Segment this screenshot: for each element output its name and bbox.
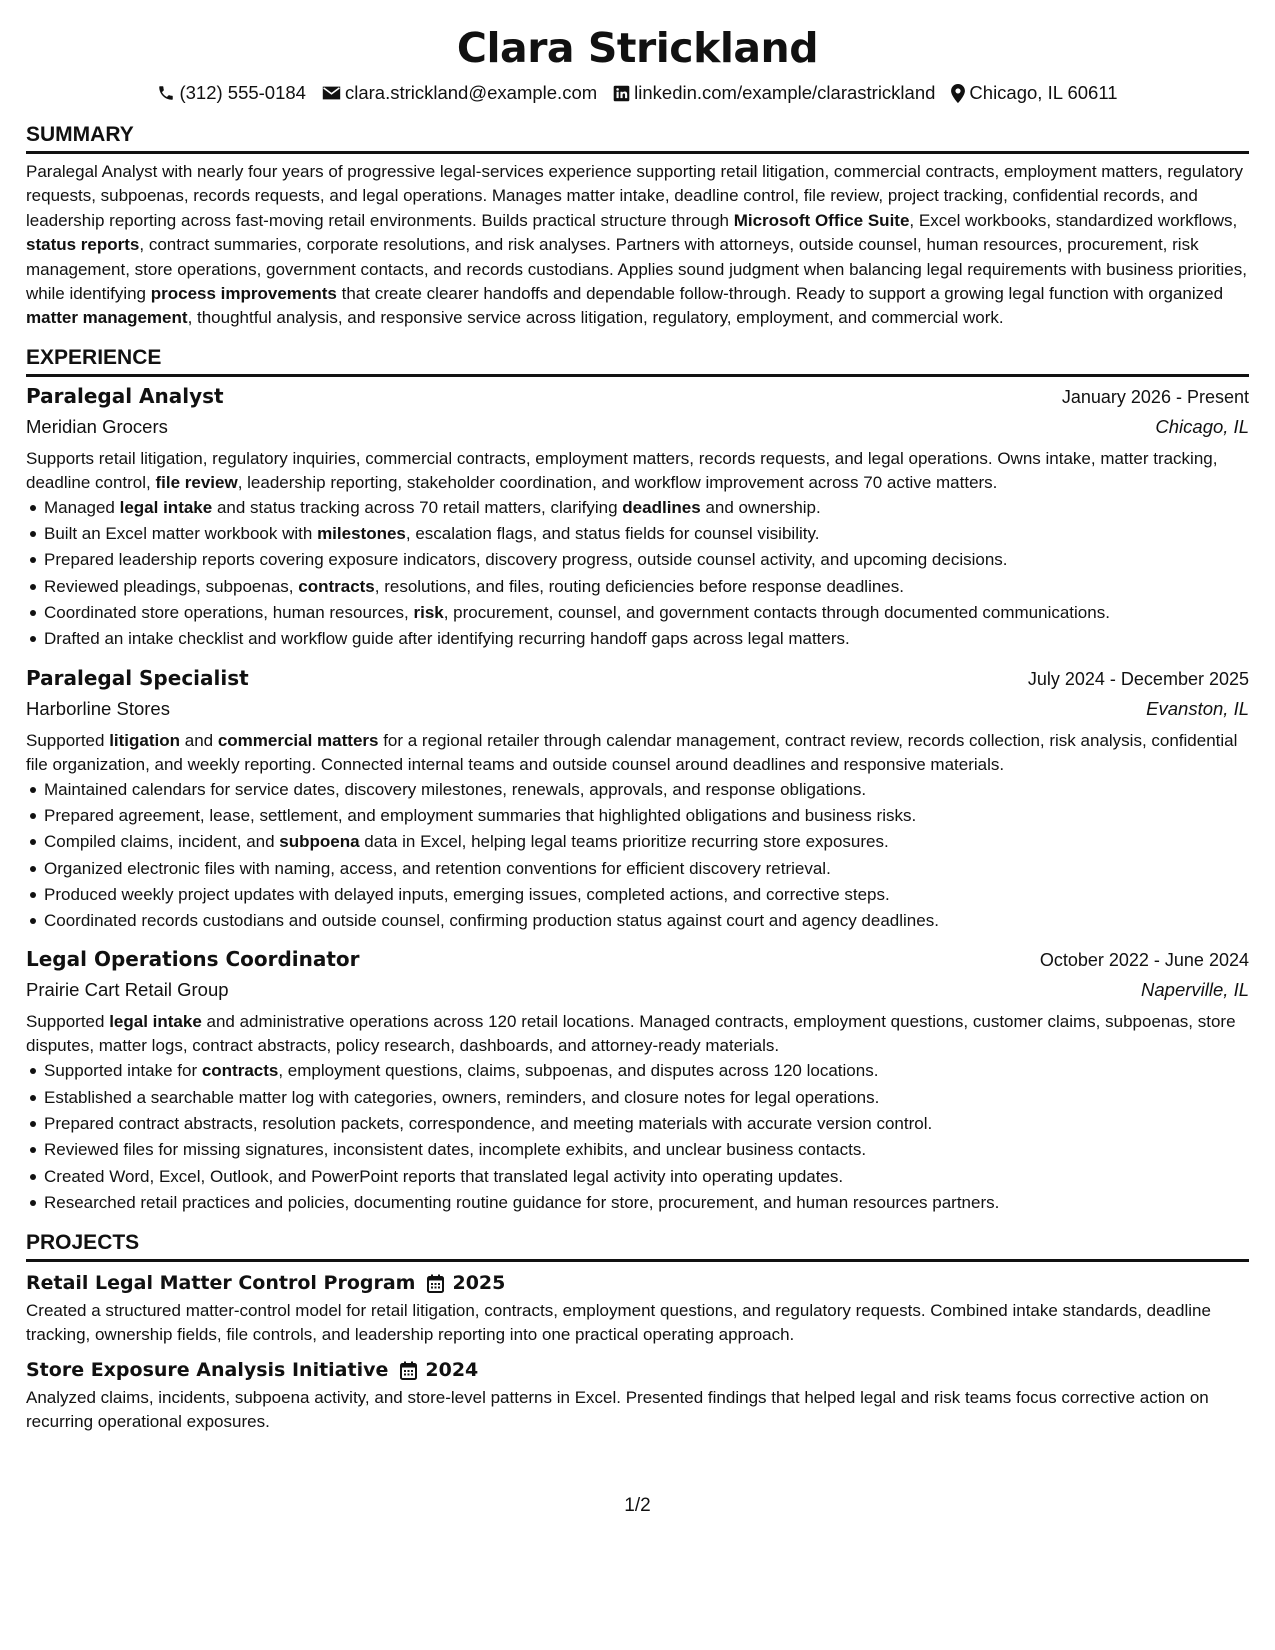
emphasis-text: legal intake <box>119 497 213 517</box>
job-company: Meridian Grocers <box>26 415 168 437</box>
emphasis-text: commercial matters <box>217 730 379 750</box>
bullet-item: Reviewed pleadings, subpoenas, contracts, resolutions, and files, routing deficiencies before response deadlines. <box>44 574 1249 600</box>
emphasis-text: subpoena <box>279 832 360 852</box>
location-text: Chicago, IL 60611 <box>969 82 1118 103</box>
calendar-icon <box>400 1361 417 1380</box>
project-entry <box>26 1355 1249 1434</box>
linkedin-text: linkedin.com/example/clarastrickland <box>634 82 936 103</box>
bullet-item: Supported intake for contracts, employment questions, claims, subpoenas, and disputes across 120 locations. <box>44 1058 1249 1084</box>
project-description: Analyzed claims, incidents, subpoena activity, and store-level patterns in Excel. Presented findings that helped legal and risk teams focus corrective action on recurring operational exposures. <box>26 1388 1209 1432</box>
phone-text: (312) 555-0184 <box>179 82 306 103</box>
bullet-item: Prepared agreement, lease, settlement, and employment summaries that highlighted obligations and business risks. <box>44 803 1249 829</box>
project-date <box>400 1355 478 1385</box>
job-title: Legal Operations Coordinator <box>26 947 360 972</box>
bullet-item: Prepared contract abstracts, resolution packets, correspondence, and meeting materials with accurate version control. <box>44 1111 1249 1137</box>
job-bullets <box>26 495 1249 653</box>
bullet-item: Compiled claims, incident, and subpoena data in Excel, helping legal teams prioritize recurring store exposures. <box>44 829 1249 855</box>
contact-linkedin[interactable] <box>613 80 935 106</box>
job-entry <box>26 944 1249 1216</box>
bullet-item: Organized electronic files with naming, access, and retention conventions for efficient discovery retrieval. <box>44 856 1249 882</box>
emphasis-text: contracts <box>201 1061 279 1081</box>
experience-heading: EXPERIENCE <box>26 345 1249 377</box>
bullet-item: Coordinated store operations, human resources, risk, procurement, counsel, and government contacts through documented communications. <box>44 600 1249 626</box>
envelope-icon <box>322 85 341 101</box>
phone-icon <box>157 84 175 102</box>
project-title: Retail Legal Matter Control Program <box>26 1272 416 1295</box>
linkedin-icon <box>613 85 630 102</box>
emphasis-text: Microsoft Office Suite <box>733 210 910 230</box>
job-dates: July 2024 - December 2025 <box>1027 668 1249 689</box>
candidate-name: Clara Strickland <box>456 24 819 72</box>
bullet-item: Created Word, Excel, Outlook, and PowerPoint reports that translated legal activity into operating updates. <box>44 1164 1249 1190</box>
emphasis-text: risk <box>413 603 444 623</box>
bullet-item: Reviewed files for missing signatures, inconsistent dates, incomplete exhibits, and unclear business contacts. <box>44 1137 1249 1163</box>
job-title: Paralegal Specialist <box>26 665 249 690</box>
project-title: Store Exposure Analysis Initiative <box>26 1359 389 1382</box>
emphasis-text: legal intake <box>109 1012 202 1032</box>
summary-heading: SUMMARY <box>26 122 1249 154</box>
emphasis-text: deadlines <box>622 497 701 517</box>
bullet-item: Produced weekly project updates with delayed inputs, emerging issues, completed actions, and corrective steps. <box>44 882 1249 908</box>
bullet-item: Established a searchable matter log with categories, owners, reminders, and closure notes for legal operations. <box>44 1085 1249 1111</box>
bullet-item: Researched retail practices and policies, documenting routine guidance for store, procurement, and human resources partners. <box>44 1190 1249 1216</box>
project-entry <box>26 1268 1249 1347</box>
job-entry <box>26 663 1249 935</box>
emphasis-text: contracts <box>298 576 375 596</box>
job-location: Evanston, IL <box>1146 697 1249 719</box>
page-number: 1/2 <box>624 1495 651 1516</box>
job-description: Supports retail litigation, regulatory inquiries, commercial contracts, employment matters, records requests, and legal operations. Owns intake, matter tracking, deadline control, file review, leadership reporting, stakeholder coordination, and workflow improvement across 70 active matters. <box>26 448 1218 492</box>
calendar-icon <box>427 1274 444 1293</box>
emphasis-text: status reports <box>26 235 140 255</box>
projects-heading: PROJECTS <box>26 1230 1249 1262</box>
bullet-item: Drafted an intake checklist and workflow guide after identifying recurring handoff gaps across legal matters. <box>44 626 1249 652</box>
emphasis-text: file review <box>155 472 238 492</box>
emphasis-text: milestones <box>317 524 406 544</box>
experience-section <box>26 345 1249 1216</box>
emphasis-text: process improvements <box>150 284 337 304</box>
job-company: Prairie Cart Retail Group <box>26 979 229 1001</box>
project-year: 2025 <box>452 1272 506 1295</box>
job-company: Harborline Stores <box>26 697 170 719</box>
emphasis-text: litigation <box>109 730 181 750</box>
job-dates: October 2022 - June 2024 <box>1039 950 1249 971</box>
contact-phone[interactable] <box>157 80 306 106</box>
contact-bar <box>26 80 1249 106</box>
projects-section <box>26 1230 1249 1434</box>
job-dates: January 2026 - Present <box>1061 386 1249 407</box>
job-bullets <box>26 777 1249 935</box>
job-bullets <box>26 1058 1249 1216</box>
job-description: Supported litigation and commercial matters for a regional retailer through calendar management, contract review, records collection, risk analysis, confidential file organization, and weekly reporting. Connected internal teams and outside counsel around deadlines and responsive materials. <box>26 730 1238 774</box>
contact-email[interactable] <box>322 80 597 106</box>
job-title: Paralegal Analyst <box>26 383 224 408</box>
project-date <box>427 1268 505 1298</box>
bullet-item: Maintained calendars for service dates, discovery milestones, renewals, approvals, and response obligations. <box>44 777 1249 803</box>
bullet-item: Built an Excel matter workbook with milestones, escalation flags, and status fields for counsel visibility. <box>44 521 1249 547</box>
job-entry <box>26 381 1249 653</box>
bullet-item: Managed legal intake and status tracking across 70 retail matters, clarifying deadlines and ownership. <box>44 495 1249 521</box>
summary-section <box>26 122 1249 331</box>
job-location: Naperville, IL <box>1141 979 1249 1001</box>
job-location: Chicago, IL <box>1155 415 1249 437</box>
bullet-item: Coordinated records custodians and outside counsel, confirming production status against court and agency deadlines. <box>44 908 1249 934</box>
project-description: Created a structured matter-control model for retail litigation, contracts, employment questions, and regulatory requests. Combined intake standards, deadline tracking, ownership fields, file controls, and leadership reporting into one practical operating approach. <box>26 1301 1211 1345</box>
project-year: 2024 <box>425 1359 479 1382</box>
job-description: Supported legal intake and administrative operations across 120 retail locations. Managed contracts, employment questions, customer claims, subpoenas, store disputes, matter logs, contract abstracts, policy research, dashboards, and attorney-ready materials. <box>26 1012 1236 1056</box>
summary-text: Paralegal Analyst with nearly four years of progressive legal-services experience supporting retail litigation, commercial contracts, employment matters, regulatory requests, subpoenas, records requests, and legal operations. Manages matter intake, deadline control, file review, project tracking, confidential records, and leadership reporting across fast-moving retail environments. Builds practical structure through Microsoft Office Suite, Excel workbooks, standardized workflows, status reports, contract summaries, corporate resolutions, and risk analyses. Partners with attorneys, outside counsel, human resources, procurement, risk management, store operations, government contacts, and records custodians. Applies sound judgment when balancing legal requirements with business priorities, while identifying process improvements that create clearer handoffs and dependable follow-through. Ready to support a growing legal function with organized matter management, thoughtful analysis, and responsive service across litigation, regulatory, employment, and commercial work. <box>26 162 1247 328</box>
map-pin-icon <box>951 84 965 103</box>
email-text: clara.strickland@example.com <box>344 82 598 103</box>
bullet-item: Prepared leadership reports covering exposure indicators, discovery progress, outside counsel activity, and upcoming decisions. <box>44 547 1249 573</box>
contact-location <box>951 80 1117 106</box>
emphasis-text: matter management <box>26 308 188 328</box>
